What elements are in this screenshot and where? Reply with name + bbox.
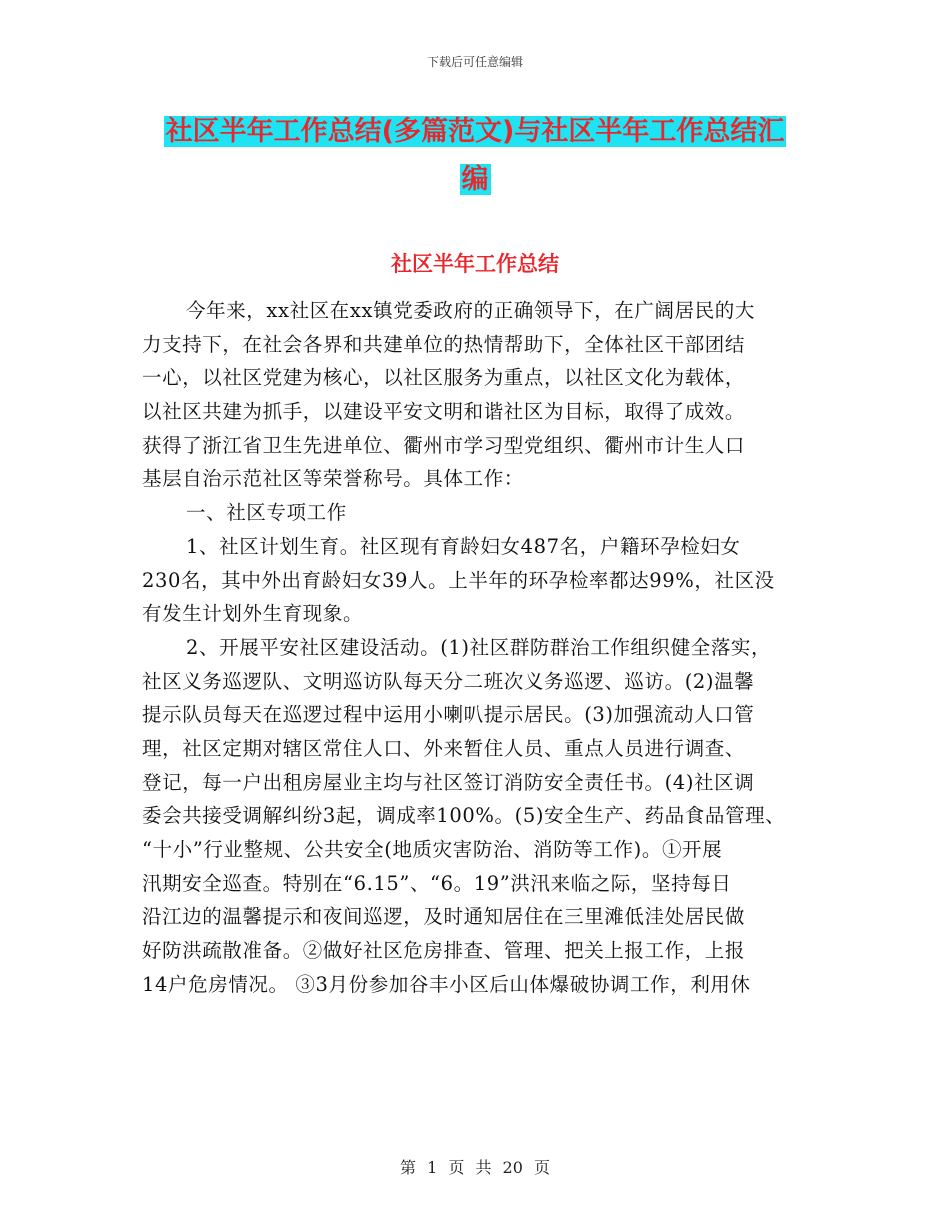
- text-line: 今年来，xx社区在xx镇党委政府的正确领导下，在广阔居民的大: [186, 299, 755, 322]
- document-title: [0, 108, 950, 204]
- text-line: 14户危房情况。 ③3月份参加谷丰小区后山体爆破协调工作，利用休: [142, 972, 751, 996]
- title-line-2: 编: [461, 164, 489, 195]
- section-title: 社区半年工作总结: [391, 252, 559, 276]
- text-line: 230名，其中外出育龄妇女39人。上半年的环孕检率都达99%，社区没: [142, 568, 775, 592]
- text-line: 1、社区计划生育。社区现有育龄妇女487名，户籍环孕检妇女: [186, 534, 741, 558]
- text-line: “十小”行业整规、公共安全(地质灾害防治、消防等工作)。①开展: [142, 838, 723, 861]
- text-line: 委会共接受调解纠纷3起，调成率100%。(5)安全生产、药品食品管理、: [142, 804, 786, 828]
- title-line-1: 社区半年工作总结(多篇范文)与社区半年工作总结汇: [165, 116, 785, 147]
- text-line: 力支持下，在社会各界和共建单位的热情帮助下，全体社区干部团结: [142, 332, 746, 356]
- text-line: 汛期安全巡查。特别在“6.15”、“6。19”洪汛来临之际，坚持每日: [142, 871, 732, 895]
- text-line: 好防洪疏散准备。②做好社区危房排查、管理、把关上报工作，上报: [142, 939, 746, 963]
- header-note: 下载后可任意编辑: [426, 55, 523, 69]
- text-line: 提示队员每天在巡逻过程中运用小喇叭提示居民。(3)加强流动人口管: [142, 703, 755, 727]
- text-line: 社区义务巡逻队、文明巡访队每天分二班次义务巡逻、巡访。(2)温馨: [142, 669, 755, 693]
- text-line: 理，社区定期对辖区常住人口、外来暂住人员、重点人员进行调查、: [142, 736, 746, 760]
- page-footer: 第 1 页 共 20 页: [400, 1158, 550, 1177]
- text-line: 获得了浙江省卫生先进单位、衢州市学习型党组织、衢州市计生人口: [142, 433, 746, 457]
- text-line: 以社区共建为抓手，以建设平安文明和谐社区为目标，取得了成效。: [142, 400, 746, 424]
- text-line: 沿江边的温馨提示和夜间巡逻，及时通知居住在三里滩低洼处居民做: [142, 905, 746, 929]
- body-text: [142, 294, 832, 1001]
- text-line: 有发生计划外生育现象。: [142, 602, 364, 626]
- text-line: 基层自治示范社区等荣誉称号。具体工作：: [142, 467, 524, 491]
- text-line: 一、社区专项工作: [186, 501, 347, 525]
- text-line: 一心，以社区党建为核心，以社区服务为重点，以社区文化为载体，: [142, 366, 746, 390]
- text-line: 2、开展平安社区建设活动。(1)社区群防群治工作组织健全落实，: [186, 635, 772, 659]
- text-line: 登记，每一户出租房屋业主均与社区签订消防安全责任书。(4)社区调: [142, 770, 755, 794]
